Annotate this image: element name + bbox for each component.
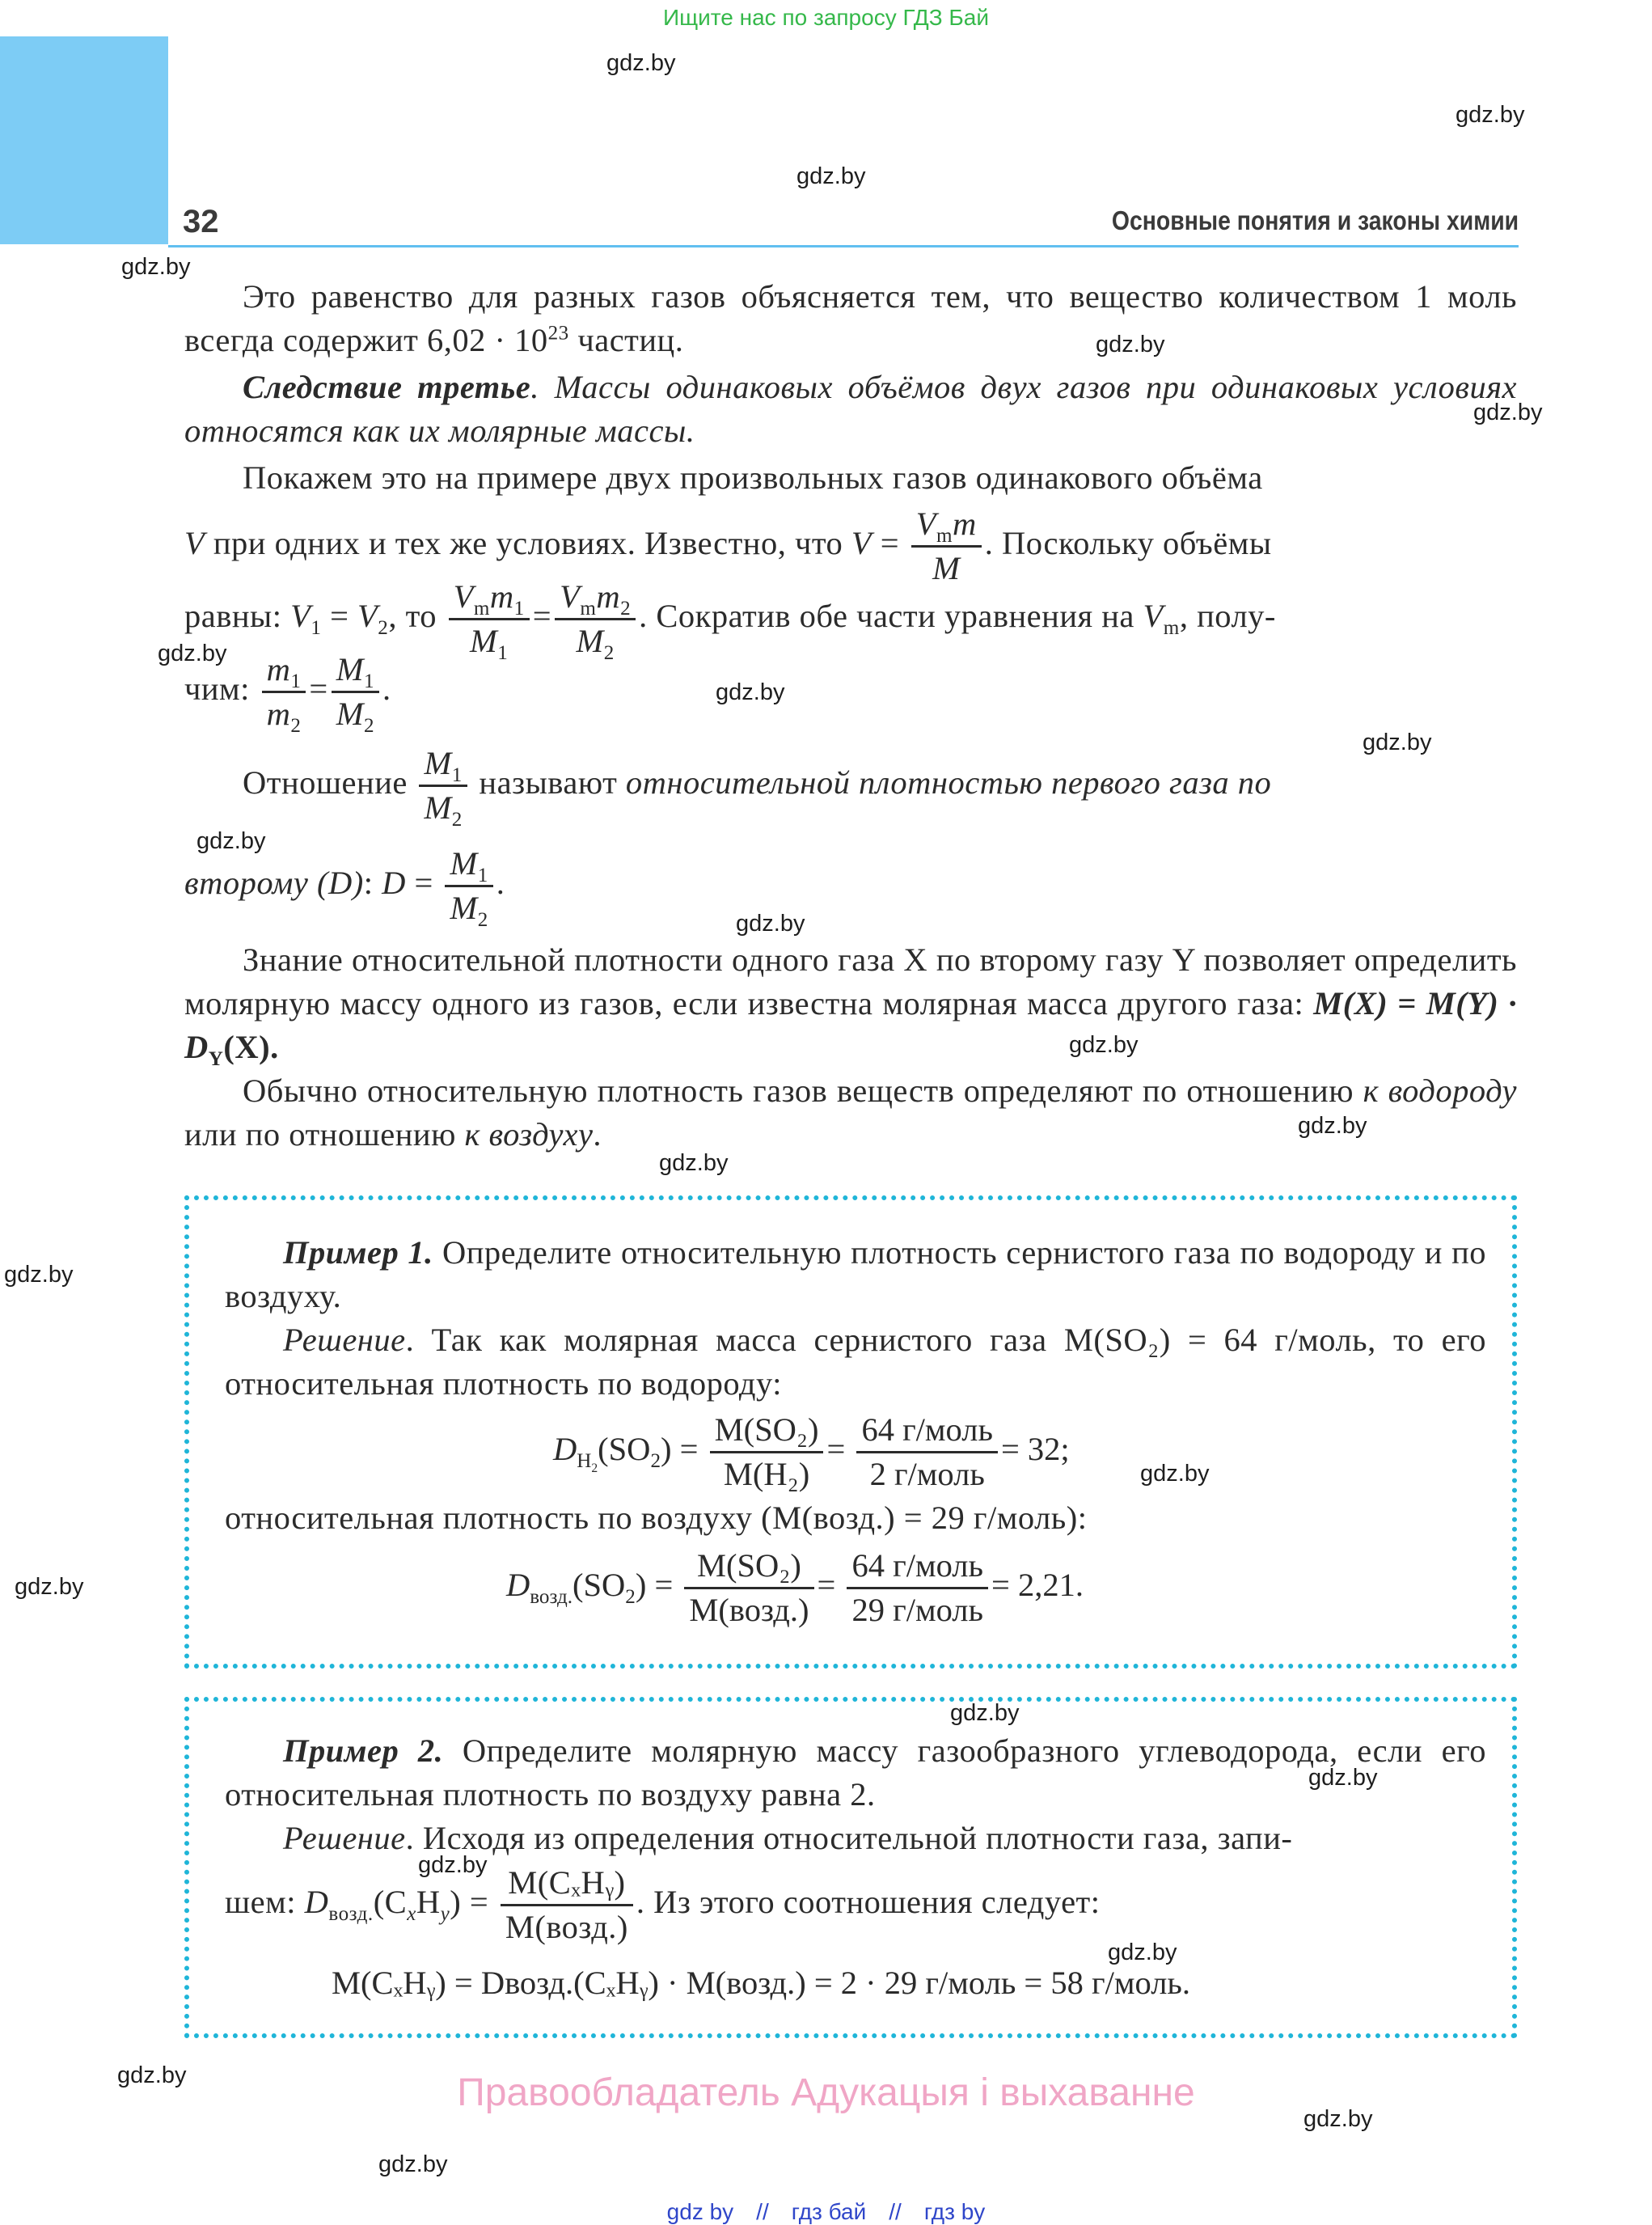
link-separator: // <box>889 2199 902 2224</box>
watermark: gdz.by <box>1140 1461 1210 1487</box>
copyright-notice: Правообладатель Адукацыя і выхаванне <box>457 2071 1195 2114</box>
formula-line-mass-ratio: чим: $\frac{m_1}{m_2}$ = $\frac{M_1}{M_2}$ . <box>184 651 391 738</box>
watermark: gdz.by <box>418 1852 488 1878</box>
corollary-label: Следствие третье <box>243 369 531 405</box>
watermark: gdz.by <box>659 1150 729 1176</box>
watermark: gdz.by <box>15 1574 84 1600</box>
paragraph-example-gases: Покажем это на примере двух произвольных газов одинакового объёма <box>243 459 1263 496</box>
watermark: gdz.by <box>121 254 191 280</box>
formula-line-density-D: второму (D): D = $\frac{M_1}{M_2}$ . <box>184 845 505 932</box>
example-2-box <box>184 1697 1517 2038</box>
watermark: gdz.by <box>1096 332 1165 357</box>
example-2-final-formula: M(CₓHᵧ) = Dвозд.(CₓHᵧ) · M(возд.) = 2 · 29 г/моль = 58 г/моль. <box>332 1965 1191 2001</box>
paragraph-usual-reference: Обычно относительную плотность газов веществ определяют по отношению к водороду или по отношению к воздуху. <box>184 1072 1517 1153</box>
watermark: gdz.by <box>1456 102 1525 128</box>
watermark: gdz.by <box>1473 400 1543 425</box>
watermark: gdz.by <box>1308 1765 1378 1791</box>
watermark: gdz.by <box>1108 1939 1177 1965</box>
top-banner[interactable]: Ищите нас по запросу ГДЗ Бай <box>662 5 990 30</box>
watermark: gdz.by <box>196 828 266 854</box>
header-rule <box>168 245 1519 247</box>
bottom-links <box>0 2199 1652 2225</box>
paragraph-relative-density: Отношение $\frac{M_1}{M_2}$ называют относительной плотностью первого газа по <box>243 745 1272 831</box>
example-1-air-text: относительная плотность по воздуху (M(возд.) = 29 г/моль): <box>225 1500 1088 1536</box>
link-gdz-by-2[interactable]: гдз by <box>923 2199 986 2224</box>
example-1-solution: Решение. Так как молярная масса сернистого газа M(SO₂) = 64 г/моль, то его относительная плотность по водороду: <box>225 1322 1486 1402</box>
link-separator: // <box>756 2199 769 2224</box>
paragraph-avogadro: Это равенство для разных газов объясняется тем, что вещество количеством 1 моль всегда содержит $6,02 \cdot 10^{23}$ частиц. <box>184 278 1517 358</box>
chapter-title: Основные понятия и законы химии <box>1111 205 1519 235</box>
fraction-vm-m-over-M: $\frac{V_mm}{M}$ <box>911 503 982 590</box>
example-2-formula-line: шем: $D_{возд.}(C_xH_y)$ = $\frac{\text{M(CₓHᵧ)}}{\text{M(возд.)}}$ . Из этого соотношения следует: <box>225 1862 1486 1948</box>
fraction-2: $\frac{V_mm_2}{M_2}$ <box>555 576 636 662</box>
watermark: gdz.by <box>117 2062 187 2088</box>
watermark: gdz.by <box>158 641 227 666</box>
watermark: gdz.by <box>736 911 805 937</box>
fraction-1: $\frac{V_mm_1}{M_1}$ <box>449 576 530 662</box>
formula-line-vm: V при одних и тех же условиях. Известно, что V = $\frac{V_mm}{M}$ . Поскольку объёмы <box>184 503 1517 590</box>
watermark: gdz.by <box>1298 1113 1367 1139</box>
example-1-formula-hydrogen: $D_{H_2}(SO_2)$ = $\frac{\text{M(SO₂)}}{\text{M(H₂)}}$ = $\frac{\text{64 г/моль}}{\text{2 г/моль}}$ = 32; <box>553 1409 1070 1495</box>
watermark: gdz.by <box>4 1262 74 1288</box>
watermark: gdz.by <box>606 50 676 76</box>
example-2-solution: Решение. Исходя из определения относительной плотности газа, запи- <box>283 1820 1293 1856</box>
watermark: gdz.by <box>1363 730 1432 755</box>
watermark: gdz.by <box>1303 2106 1373 2132</box>
page-corner-tab <box>0 36 168 244</box>
example-1-task: Пример 1. Определите относительную плотность сернистого газа по водороду и по воздуху. <box>225 1234 1486 1314</box>
watermark: gdz.by <box>378 2151 448 2177</box>
watermark: gdz.by <box>796 163 866 189</box>
example-2-task: Пример 2. Определите молярную массу газообразного углеводорода, если его относительная плотность по воздуху равна 2. <box>225 1732 1487 1813</box>
formula-line-equal-volumes: равны: $V_1 = V_2$, то $\frac{V_mm_1}{M_1}$ = $\frac{V_mm_2}{M_2}$ . Сократив обе части уравнения на $V_m$, полу- <box>184 576 1517 662</box>
watermark: gdz.by <box>950 1700 1020 1726</box>
watermark: gdz.by <box>1069 1032 1139 1058</box>
watermark: gdz.by <box>716 679 785 705</box>
link-gdz-bai[interactable]: гдз бай <box>791 2199 867 2224</box>
page-number: 32 <box>183 204 219 239</box>
example-1-formula-air: $D_{возд.}(SO_2)$ = $\frac{\text{M(SO₂)}}{\text{M(возд.)}}$ = $\frac{\text{64 г/моль}}{\text{29 г/моль}}$ = 2,21. <box>506 1545 1084 1631</box>
link-gdz-by[interactable]: gdz by <box>666 2199 734 2224</box>
example-1-box <box>184 1195 1517 1669</box>
paragraph-molar-mass-from-density: Знание относительной плотности одного газа X по второму газу Y позволяет определить молярную массу одного из газов, если известна молярная масса другого газа: $M(X) = M(Y) \cdot D_Y(X)$. <box>184 941 1517 1071</box>
paragraph-corollary: Следствие третье. Массы одинаковых объёмов двух газов при одинаковых условиях относятся как их молярные массы. <box>184 369 1517 449</box>
